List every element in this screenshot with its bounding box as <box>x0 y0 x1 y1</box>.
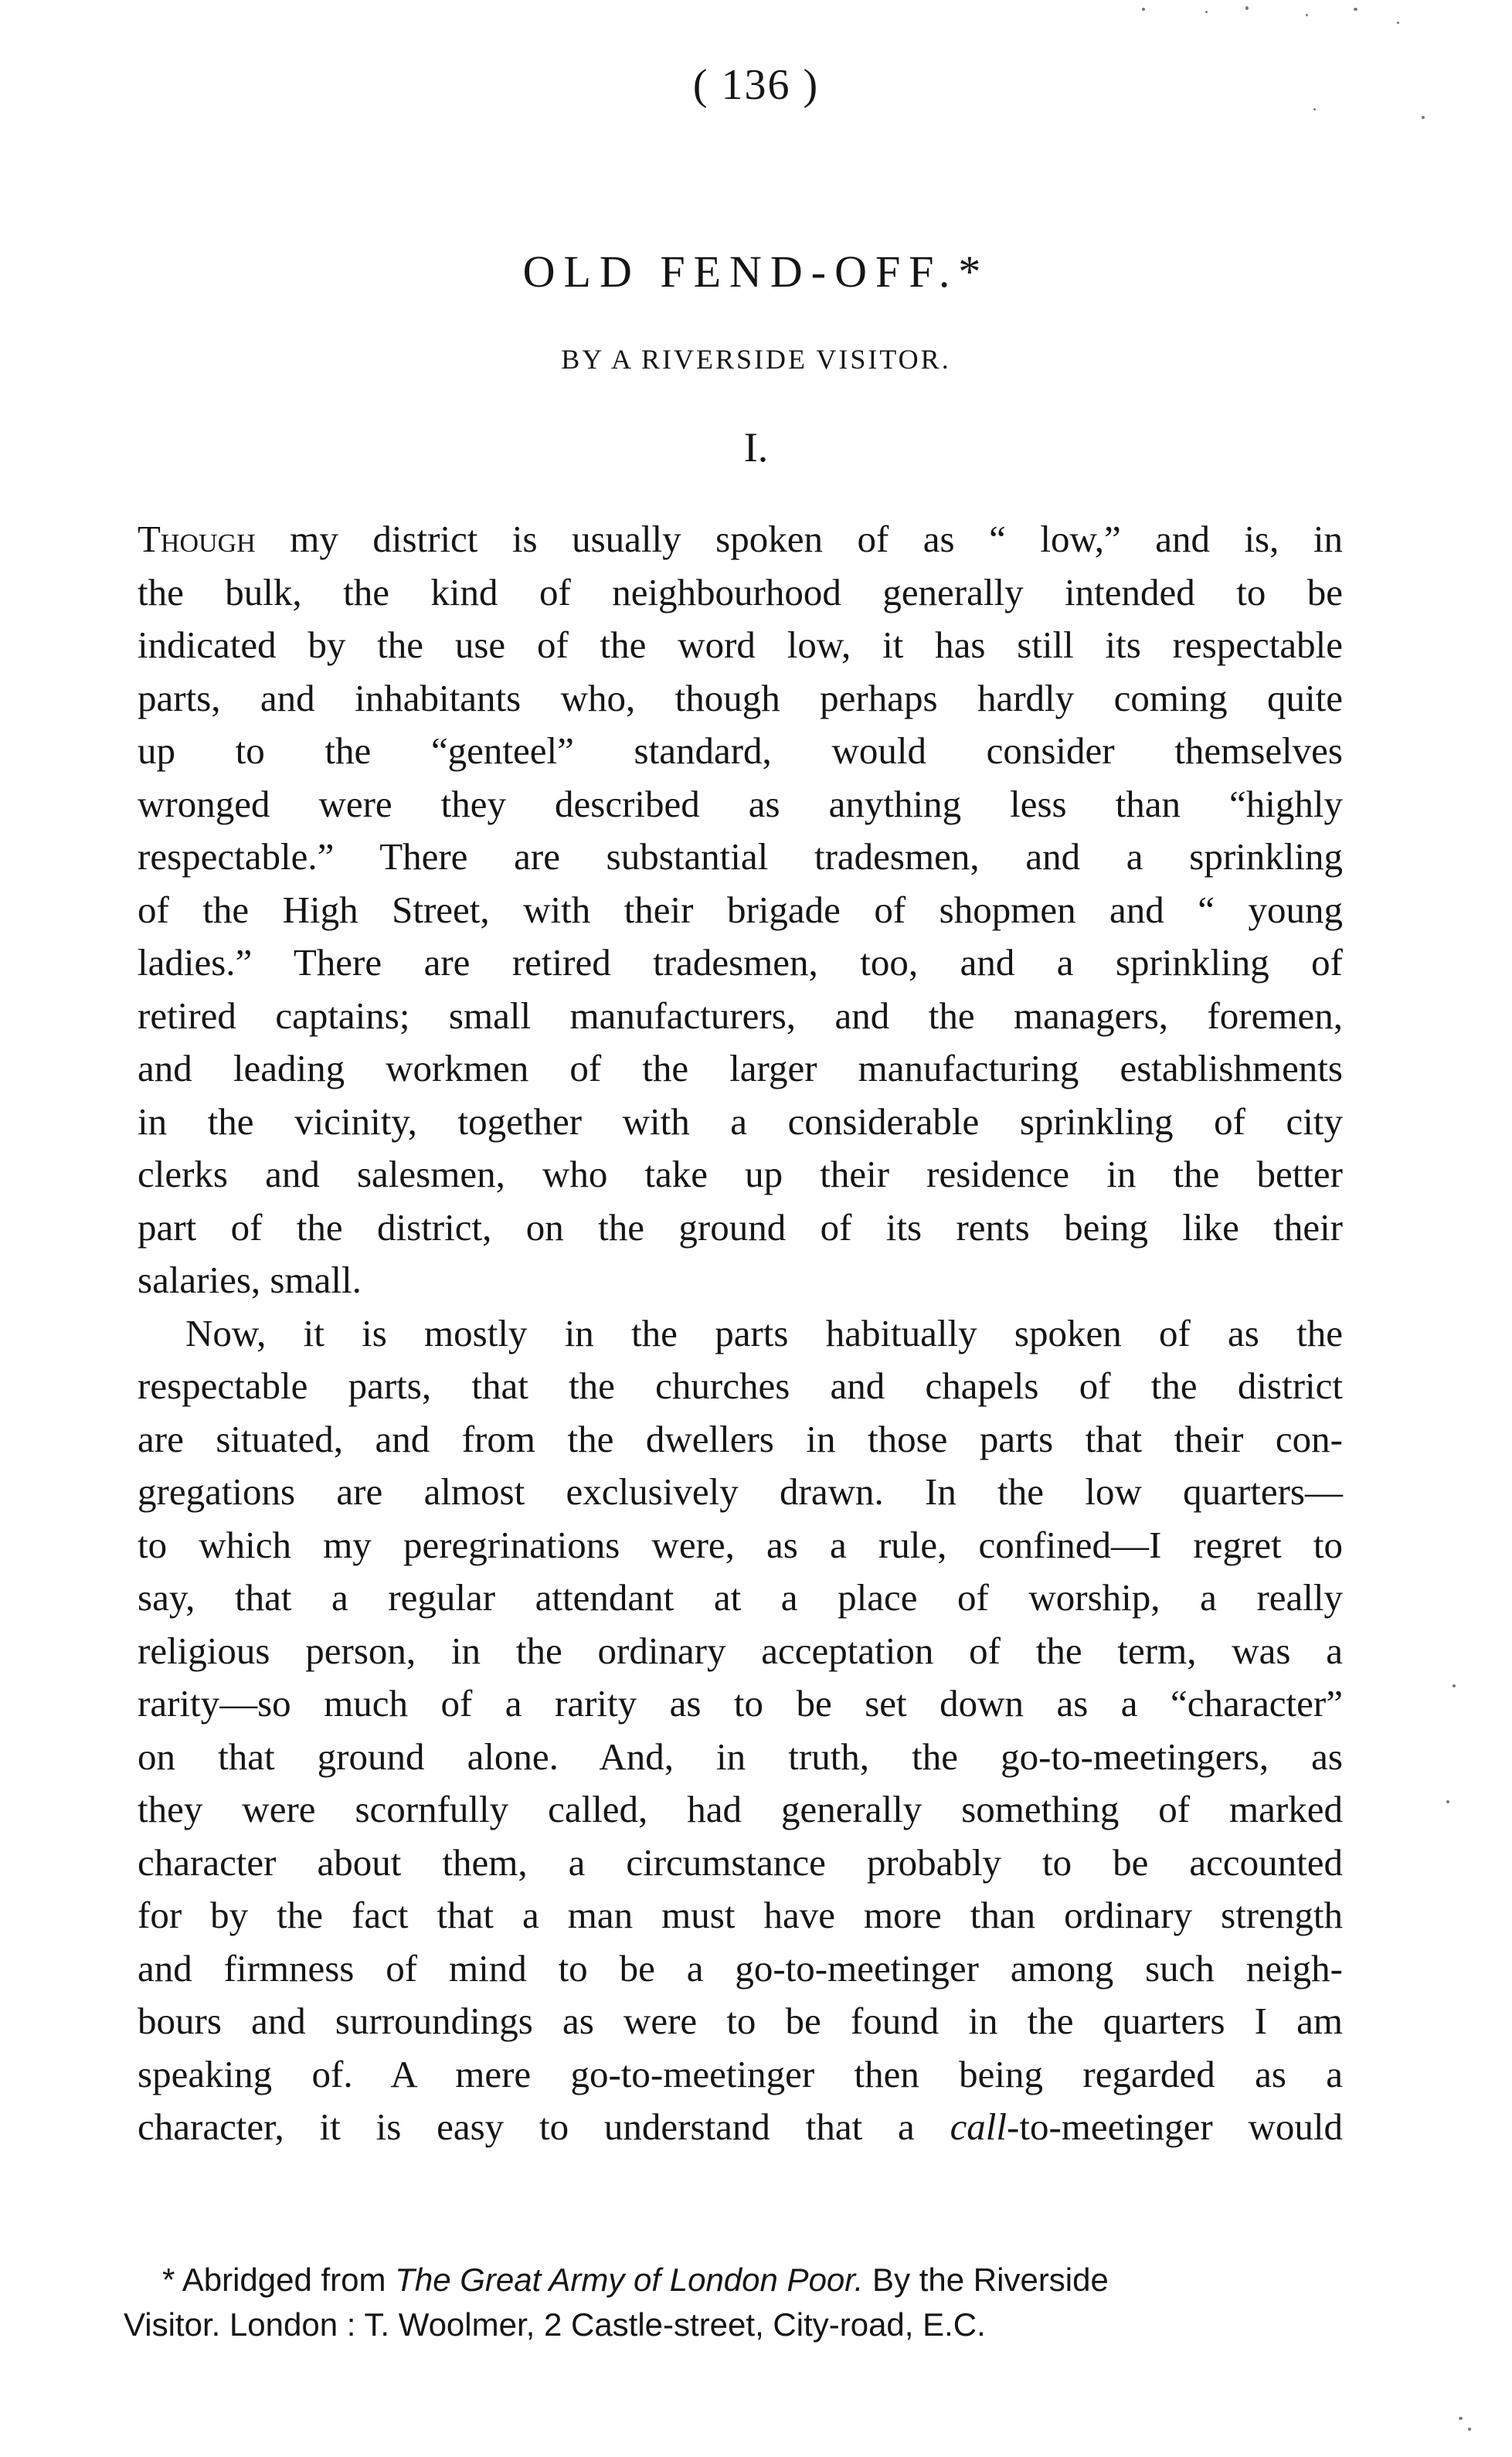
footnote-marker: * <box>162 2262 175 2298</box>
body-line: respectable parts, that the churches and chapels of the district <box>138 1364 1343 1407</box>
body-line-text: character, it is easy to understand that a <box>138 2105 950 2148</box>
body-line: for by the fact that a man must have more than ordinary strength <box>138 1894 1343 1936</box>
scan-speck <box>1453 1684 1456 1687</box>
body-line: rarity—so much of a rarity as to be set down as a “character” <box>138 1682 1343 1725</box>
footnote-text: Abridged from <box>182 2262 396 2298</box>
scan-speck <box>1422 116 1425 119</box>
scan-speck <box>1205 11 1208 13</box>
body-line: they were scornfully called, had generally something of marked <box>138 1788 1343 1830</box>
footnote-italic-title: The Great Army of London Poor. <box>395 2262 864 2298</box>
body-line: speaking of. A mere go-to-meetinger then being regarded as a <box>138 2052 1343 2095</box>
byline: BY A RIVERSIDE VISITOR. <box>561 344 951 375</box>
page-number: ( 136 ) <box>692 61 820 109</box>
scan-speck <box>1397 22 1399 24</box>
footnote <box>124 2258 1344 2347</box>
body-line: character about them, a circumstance probably to be accounted <box>138 1840 1343 1884</box>
scan-speck <box>1306 14 1308 16</box>
chapter-title: OLD FEND-OFF.* <box>522 246 990 297</box>
body-line: up to the “genteel” standard, would consider themselves <box>138 729 1343 772</box>
italic-word: call <box>950 2105 1007 2148</box>
body-line <box>138 2101 1343 2154</box>
body-line: respectable.” There are substantial tradesmen, and a sprinkling <box>138 835 1343 878</box>
scan-speck <box>1354 8 1357 11</box>
scan-speck <box>1468 2428 1471 2431</box>
body-line: and leading workmen of the larger manufacturing establishments <box>138 1047 1343 1089</box>
body-line: part of the district, on the ground of its rents being like their <box>138 1205 1343 1249</box>
body-line: of the High Street, with their brigade of shopmen and “ young <box>138 888 1343 931</box>
body-line: indicated by the use of the word low, it has still its respectable <box>138 624 1343 666</box>
opening-small-caps: Though <box>138 518 256 560</box>
footnote-line: Visitor. London : T. Woolmer, 2 Castle-street, City-road, E.C. <box>124 2306 986 2343</box>
scan-speck <box>1313 108 1316 110</box>
scan-speck <box>1245 6 1249 10</box>
footnote-text: By the Riverside <box>863 2262 1109 2298</box>
body-line: parts, and inhabitants who, though perhaps hardly coming quite <box>138 676 1343 719</box>
body-line: ladies.” There are retired tradesmen, too, and a sprinkling of <box>138 941 1343 984</box>
body-text <box>138 513 1343 2154</box>
body-line: and firmness of mind to be a go-to-meetinger among such neigh- <box>138 1946 1343 1990</box>
footnote-line <box>124 2258 1344 2302</box>
body-line <box>138 513 1343 566</box>
body-line: to which my peregrinations were, as a rule, confined—I regret to <box>138 1523 1343 1566</box>
body-line-text: my district is usually spoken of as “ low,” and is, in <box>255 518 1343 560</box>
body-line: are situated, and from the dwellers in those parts that their con- <box>138 1417 1343 1460</box>
body-line: clerks and salesmen, who take up their residence in the better <box>138 1153 1343 1195</box>
scan-speck <box>1446 1800 1449 1803</box>
body-line: Now, it is mostly in the parts habitually spoken of as the <box>185 1311 1343 1354</box>
body-line: wronged were they described as anything less than “highly <box>138 782 1343 825</box>
body-line: say, that a regular attendant at a place of worship, a really <box>138 1576 1343 1619</box>
body-line: in the vicinity, together with a considerable sprinkling of city <box>138 1099 1343 1143</box>
body-line-text: -to-meetinger would <box>1007 2105 1344 2148</box>
body-line: bours and surroundings as were to be found in the quarters I am <box>138 2000 1343 2042</box>
scan-speck <box>1142 8 1145 11</box>
body-line: retired captains; small manufacturers, and the managers, foremen, <box>138 994 1343 1037</box>
body-line: religious person, in the ordinary acceptation of the term, was a <box>138 1629 1343 1672</box>
body-line: gregations are almost exclusively drawn. In the low quarters— <box>138 1470 1343 1513</box>
body-line: salaries, small. <box>138 1259 362 1301</box>
section-number: I. <box>743 424 769 471</box>
body-line: on that ground alone. And, in truth, the go-to-meetingers, as <box>138 1735 1343 1778</box>
body-line: the bulk, the kind of neighbourhood generally intended to be <box>138 570 1343 613</box>
scan-speck <box>1459 2417 1463 2420</box>
